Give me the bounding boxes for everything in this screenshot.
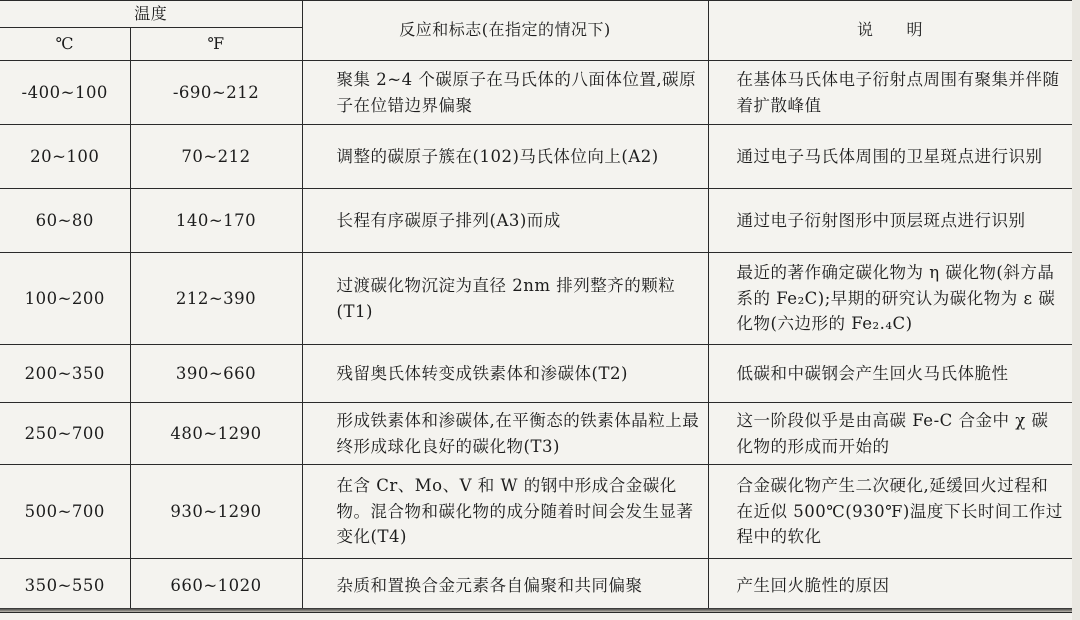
fahrenheit-cell: 390~660 <box>130 345 302 403</box>
explanation-cell <box>708 253 1072 345</box>
reaction-text: 残留奥氏体转变成铁素体和渗碳体(T2) <box>336 363 628 383</box>
explanation-text: 这一阶段似乎是由高碳 Fe-C 合金中 χ 碳化物的形成而开始的 <box>736 410 1049 456</box>
explanation-cell <box>708 345 1072 403</box>
reaction-text: 调整的碳原子簇在(102)马氏体位向上(A2) <box>336 146 659 166</box>
header-row-top <box>0 1 1072 28</box>
celsius-cell: 100~200 <box>0 253 130 345</box>
explanation-cell <box>708 61 1072 125</box>
page-right-margin <box>1072 0 1080 620</box>
reaction-cell <box>302 559 708 613</box>
fahrenheit-cell: 930~1290 <box>130 465 302 559</box>
reaction-text: 聚集 2~4 个碳原子在马氏体的八面体位置,碳原子在位错边界偏聚 <box>336 69 697 115</box>
fahrenheit-cell: 660~1020 <box>130 559 302 613</box>
reaction-cell <box>302 189 708 253</box>
reaction-text: 在含 Cr、Mo、V 和 W 的钢中形成合金碳化物。混合物和碳化物的成分随着时间会发生显著变化(T4) <box>336 476 694 547</box>
reaction-header: 反应和标志(在指定的情况下) <box>302 1 708 61</box>
fahrenheit-header: ℉ <box>130 28 302 61</box>
fahrenheit-cell: 480~1290 <box>130 403 302 465</box>
explanation-text: 产生回火脆性的原因 <box>736 575 890 595</box>
fahrenheit-cell: 140~170 <box>130 189 302 253</box>
explanation-text: 低碳和中碳钢会产生回火马氏体脆性 <box>736 363 1009 383</box>
explanation-cell <box>708 465 1072 559</box>
explanation-cell <box>708 403 1072 465</box>
table-row <box>0 253 1072 345</box>
table-row <box>0 345 1072 403</box>
table-row <box>0 125 1072 189</box>
celsius-cell: 60~80 <box>0 189 130 253</box>
reaction-text: 过渡碳化物沉淀为直径 2nm 排列整齐的颗粒(T1) <box>336 275 676 321</box>
fahrenheit-cell: -690~212 <box>130 61 302 125</box>
explanation-header: 说 明 <box>708 1 1072 61</box>
reaction-cell <box>302 345 708 403</box>
reaction-cell <box>302 125 708 189</box>
table-bottom-edge <box>0 608 1072 612</box>
celsius-header: ℃ <box>0 28 130 61</box>
explanation-text: 最近的著作确定碳化物为 η 碳化物(斜方晶系的 Fe₂C);早期的研究认为碳化物为 ε 碳化物(六边形的 Fe₂.₄C) <box>736 263 1056 334</box>
fahrenheit-cell: 212~390 <box>130 253 302 345</box>
explanation-text: 合金碳化物产生二次硬化,延缓回火过程和在近似 500℃(930℉)温度下长时间工作过程中的软化 <box>736 476 1063 547</box>
reaction-cell <box>302 253 708 345</box>
reaction-text: 杂质和置换合金元素各自偏聚和共同偏聚 <box>336 575 643 595</box>
reaction-text: 形成铁素体和渗碳体,在平衡态的铁素体晶粒上最终形成球化良好的碳化物(T3) <box>336 410 700 456</box>
reaction-cell <box>302 403 708 465</box>
reaction-cell <box>302 61 708 125</box>
table-row <box>0 403 1072 465</box>
table-row <box>0 189 1072 253</box>
explanation-text: 在基体马氏体电子衍射点周围有聚集并伴随着扩散峰值 <box>736 69 1060 115</box>
celsius-cell: -400~100 <box>0 61 130 125</box>
table-row <box>0 559 1072 613</box>
explanation-text: 通过电子衍射图形中顶层斑点进行识别 <box>736 210 1026 230</box>
explanation-cell <box>708 559 1072 613</box>
celsius-cell: 200~350 <box>0 345 130 403</box>
celsius-cell: 250~700 <box>0 403 130 465</box>
fahrenheit-cell: 70~212 <box>130 125 302 189</box>
celsius-cell: 500~700 <box>0 465 130 559</box>
reaction-text: 长程有序碳原子排列(A3)而成 <box>336 210 561 230</box>
explanation-cell <box>708 189 1072 253</box>
table-row <box>0 465 1072 559</box>
explanation-cell <box>708 125 1072 189</box>
celsius-cell: 350~550 <box>0 559 130 613</box>
reaction-cell <box>302 465 708 559</box>
celsius-cell: 20~100 <box>0 125 130 189</box>
temperature-header: 温度 <box>0 1 302 28</box>
table-row <box>0 61 1072 125</box>
explanation-text: 通过电子马氏体周围的卫星斑点进行识别 <box>736 146 1043 166</box>
